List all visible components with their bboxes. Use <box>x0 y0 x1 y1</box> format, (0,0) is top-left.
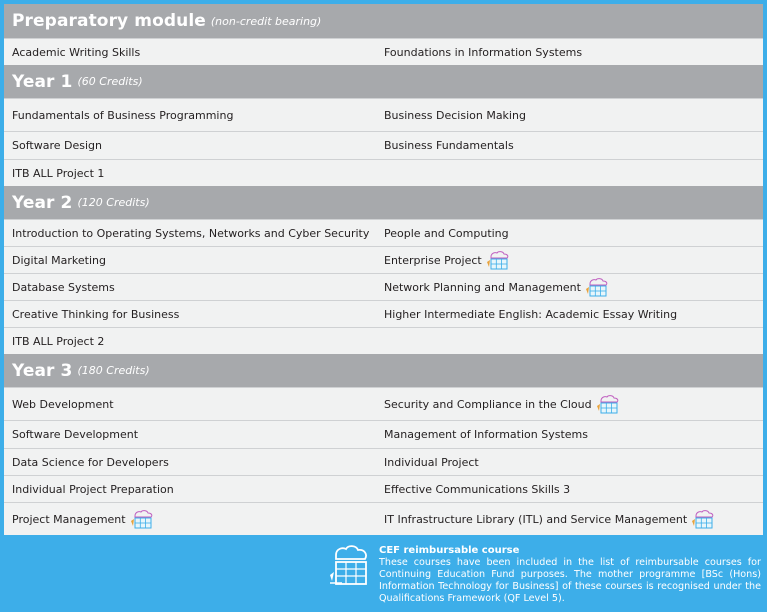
course-row <box>4 475 763 502</box>
section-credits: (120 Credits) <box>77 196 150 209</box>
section-header-year-1 <box>4 65 763 98</box>
section-title: Year 3 <box>12 360 73 381</box>
course-cell-left <box>4 398 384 411</box>
course-row <box>4 131 763 159</box>
course-name: Web Development <box>12 397 114 411</box>
course-name: Data Science for Developers <box>12 455 169 469</box>
course-name: Introduction to Operating Systems, Networks and Cyber Security <box>12 226 370 240</box>
course-row <box>4 219 763 246</box>
course-cell-left <box>4 46 384 59</box>
course-row <box>4 38 763 65</box>
course-name: ITB ALL Project 2 <box>12 334 105 348</box>
course-name: Digital Marketing <box>12 253 106 267</box>
course-row <box>4 300 763 327</box>
course-cell-right <box>384 308 677 321</box>
course-name: Security and Compliance in the Cloud <box>384 397 592 411</box>
course-name: Network Planning and Management <box>384 280 581 294</box>
course-row <box>4 98 763 131</box>
course-cell-right <box>384 46 582 59</box>
course-name: Database Systems <box>12 280 115 294</box>
course-row <box>4 420 763 448</box>
course-table <box>4 4 763 535</box>
course-name: Project Management <box>12 512 126 526</box>
course-name: Academic Writing Skills <box>12 45 141 59</box>
cef-reimbursable-icon <box>486 250 510 270</box>
section-title: Year 1 <box>12 71 73 92</box>
course-cell-right <box>384 227 509 240</box>
section-title: Year 2 <box>12 192 73 213</box>
course-cell-left <box>4 456 384 469</box>
course-cell-right <box>384 483 570 496</box>
course-cell-left <box>4 167 384 180</box>
course-row <box>4 246 763 273</box>
course-row <box>4 448 763 475</box>
course-name: ITB ALL Project 1 <box>12 166 105 180</box>
course-name: Creative Thinking for Business <box>12 307 180 321</box>
cef-reimbursable-icon <box>691 509 715 529</box>
course-cell-left <box>4 509 384 529</box>
course-name: Enterprise Project <box>384 253 482 267</box>
course-name: Foundations in Information Systems <box>384 45 583 59</box>
section-credits: (60 Credits) <box>77 75 143 88</box>
section-header-year-3 <box>4 354 763 387</box>
course-cell-left <box>4 483 384 496</box>
course-cell-right <box>384 394 620 414</box>
section-header-year-2 <box>4 186 763 219</box>
section-title: Preparatory module <box>12 11 206 31</box>
course-name: Management of Information Systems <box>384 428 588 441</box>
course-cell-right <box>384 277 609 297</box>
course-name: Individual Project <box>384 455 479 469</box>
course-name: Software Development <box>12 428 139 441</box>
course-row <box>4 502 763 535</box>
course-cell-right <box>384 109 526 122</box>
course-row <box>4 387 763 420</box>
course-name: Fundamentals of Business Programming <box>12 108 234 122</box>
section-credits: (non-credit bearing) <box>210 14 322 28</box>
course-name: Individual Project Preparation <box>12 482 174 496</box>
cef-legend-description: These courses have been included in the list of reimbursable courses for Continuing Education Fund purposes. The mother programme [BSc (Hons) Information Technology for Business] of these courses is recognised under the Qualifications Framework (QF Level 5). <box>379 557 761 604</box>
section-header-preparatory-module <box>4 4 763 38</box>
course-cell-right <box>384 139 514 152</box>
course-name: Business Fundamentals <box>384 139 514 152</box>
cef-reimbursable-icon <box>328 545 372 589</box>
section-credits: (180 Credits) <box>77 364 150 377</box>
course-cell-right <box>384 456 479 469</box>
course-row <box>4 159 763 186</box>
course-cell-right <box>384 250 510 270</box>
course-name: People and Computing <box>384 226 509 240</box>
course-name: Higher Intermediate English: Academic Essay Writing <box>384 307 678 321</box>
course-cell-left <box>4 428 384 441</box>
course-name: IT Infrastructure Library (ITL) and Service Management <box>384 512 688 526</box>
course-name: Software Design <box>12 139 102 152</box>
course-cell-left <box>4 308 384 321</box>
course-cell-left <box>4 227 384 240</box>
course-name: Business Decision Making <box>384 108 526 122</box>
cef-legend <box>0 537 767 612</box>
course-cell-left <box>4 254 384 267</box>
course-name: Effective Communications Skills 3 <box>384 482 571 496</box>
cef-reimbursable-icon <box>585 277 609 297</box>
course-row <box>4 273 763 300</box>
course-cell-left <box>4 335 384 348</box>
cef-reimbursable-icon <box>130 509 154 529</box>
course-cell-right <box>384 509 715 529</box>
course-cell-left <box>4 281 384 294</box>
course-cell-right <box>384 428 588 441</box>
cef-reimbursable-icon <box>596 394 620 414</box>
course-row <box>4 327 763 354</box>
course-cell-left <box>4 139 384 152</box>
cef-legend-title: CEF reimbursable course <box>379 545 520 556</box>
course-cell-left <box>4 109 384 122</box>
